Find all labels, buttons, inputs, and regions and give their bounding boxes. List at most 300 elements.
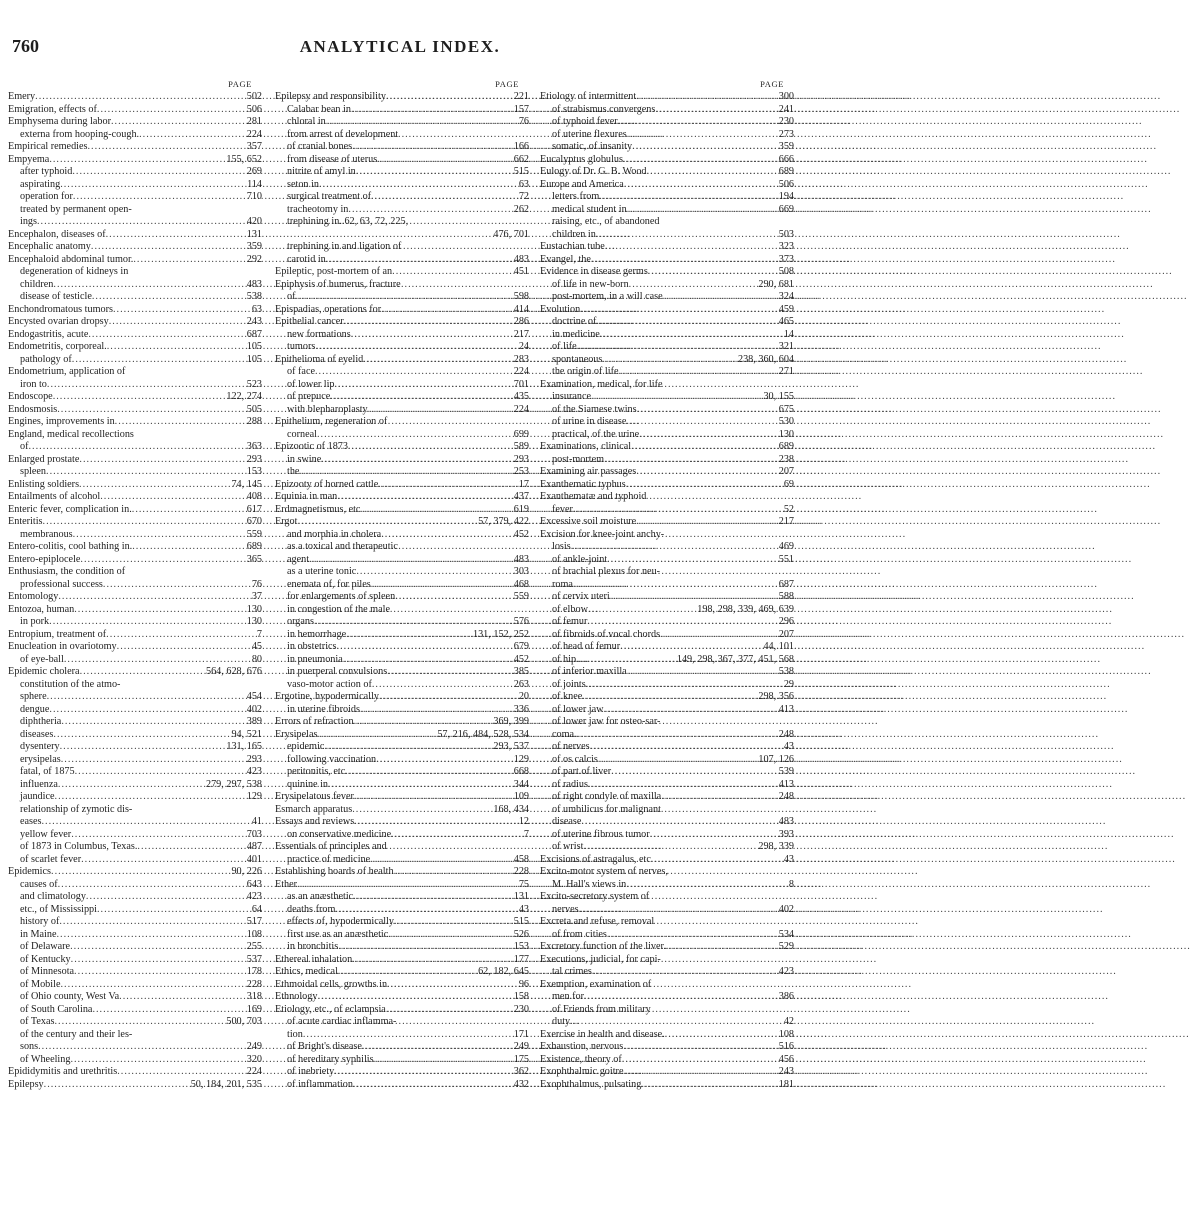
index-entry (275, 779, 529, 792)
entry-text: tracheotomy in (287, 203, 349, 215)
index-entry (275, 291, 529, 304)
entry-text: Essays and reviews (275, 816, 355, 827)
entry-text: practice of medicine (287, 853, 371, 865)
entry-text: medical student in (552, 203, 627, 215)
page-ref: 292 (246, 253, 262, 265)
entry-text: eases (20, 816, 42, 827)
entry-text: losis (552, 541, 571, 552)
leader-dots (132, 504, 245, 517)
entry-text: insurance (552, 391, 592, 402)
index-entry (275, 166, 529, 179)
page-ref: 369, 399 (493, 716, 529, 727)
leader-dots (351, 329, 512, 342)
entry-text: first use as an anæsthetic (287, 928, 389, 940)
leader-dots (133, 254, 244, 267)
index-entry (275, 316, 529, 329)
entry-text: of right condyle of maxilla (552, 791, 662, 802)
page-ref: 238, 360, 604 (737, 353, 794, 365)
entry-text: ings (20, 216, 37, 227)
index-entry (8, 241, 262, 254)
index-entry: from arrest of development (287, 128, 399, 140)
index-entry (275, 566, 529, 579)
leader-dots (622, 1054, 777, 1067)
page-ref: 465 (778, 316, 794, 327)
index-entry: Excision for knee-joint anchy- (540, 528, 665, 540)
leader-dots (73, 529, 245, 542)
entry-text: Exercise in health and disease. (540, 1028, 665, 1040)
index-entry (8, 1079, 262, 1092)
entry-text: disease of testicle (20, 291, 92, 302)
page-ref: 207 (778, 466, 794, 477)
page-ref: 534 (778, 928, 794, 940)
leader-dots (317, 991, 511, 1004)
page-ref: 80 (251, 653, 262, 665)
index-entry (540, 754, 794, 767)
page-ref: 373 (778, 253, 794, 265)
index-entry (8, 379, 262, 392)
page-ref: 362 (513, 1066, 529, 1077)
page-ref: 551 (778, 553, 794, 565)
page-ref: 689 (246, 541, 262, 552)
leader-dots (636, 91, 777, 104)
entry-text: Empirical remedies (8, 141, 88, 152)
entry-text: of Ohio county, West Va (20, 991, 120, 1002)
entry-text: of (20, 441, 29, 452)
entry-text: in bronchitis (287, 941, 339, 952)
page-ref: 129 (246, 791, 262, 802)
leader-dots (637, 404, 777, 417)
leader-dots (58, 879, 245, 892)
leader-dots (35, 91, 245, 104)
index-entry (275, 379, 529, 392)
page-ref: 281 (246, 116, 262, 127)
page-ref: 41 (251, 816, 262, 827)
index-entry: Enthusiasm, the condition of (8, 566, 126, 577)
index-entry (8, 779, 262, 792)
page-ref: 336 (513, 703, 529, 715)
entry-text: Evangel, the (540, 253, 591, 265)
leader-dots (348, 204, 511, 217)
leader-dots (392, 266, 512, 279)
entry-text: in puerperal convulsions (287, 666, 388, 677)
page-ref: 359 (778, 141, 794, 152)
entry-text: carotid in (287, 253, 326, 265)
index-entry: Exanthematæ and typhoid (540, 491, 647, 502)
index-entry (540, 241, 794, 254)
page-ref: 63 (251, 303, 262, 315)
leader-dots (600, 329, 782, 342)
leader-dots (57, 929, 245, 942)
page-ref: 76 (518, 116, 529, 127)
entry-text: of (287, 291, 296, 302)
page-ref: 452 (513, 528, 529, 540)
page-ref: 178 (246, 966, 262, 977)
entry-text: Excessive soil moisture (540, 516, 637, 527)
index-entry (275, 491, 529, 504)
index-entry (275, 654, 529, 667)
index-entry: in congestion of the male (287, 603, 390, 615)
leader-dots (315, 366, 512, 379)
index-entry: Examination, medical, for life (540, 378, 663, 390)
index-entry (8, 966, 262, 979)
page-ref: 564, 628, 676 (205, 666, 262, 677)
page-ref: 516 (778, 1041, 794, 1052)
entry-text: men for (552, 991, 584, 1002)
index-entry (275, 454, 529, 467)
index-column-1 (8, 79, 262, 1091)
entry-text: Erysipelas (275, 728, 318, 740)
entry-text: Examinations, clinical (540, 441, 632, 452)
index-entry: trephining in and ligation of (287, 241, 402, 252)
page-ref: 37 (251, 591, 262, 602)
entry-text: diseases (20, 728, 54, 740)
index-entry (275, 741, 529, 754)
leader-dots (53, 729, 229, 742)
leader-dots (53, 391, 225, 404)
leader-dots (92, 291, 245, 304)
index-entry (8, 341, 262, 354)
index-entry (540, 229, 794, 242)
leader-dots (376, 754, 512, 767)
page-ref: 198, 298, 339, 469, 639 (697, 603, 794, 615)
leader-dots (71, 829, 245, 842)
index-entry (275, 866, 529, 879)
entry-text: of from cities (552, 928, 607, 940)
index-entry (540, 829, 794, 842)
page-ref: 298, 339 (758, 841, 794, 852)
entry-text: Encephaloid abdominal tumor. (8, 253, 134, 265)
page-ref: 43 (783, 853, 794, 865)
entry-text: Enlisting soldiers (8, 478, 80, 490)
leader-dots (97, 904, 250, 917)
leader-dots (604, 454, 777, 467)
column-page-heading: PAGE (495, 79, 519, 89)
index-entry: of lower jaw for osteo-sar- (552, 716, 661, 727)
entry-text: of scarlet fever (20, 853, 82, 865)
index-entry (540, 691, 794, 704)
page-ref: 687 (778, 578, 794, 590)
index-entry (540, 666, 794, 679)
index-entry (540, 254, 794, 267)
index-entry (540, 341, 794, 354)
index-entry (275, 154, 529, 167)
index-entry (275, 1029, 529, 1042)
entry-text: Engines, improvements in (8, 416, 115, 427)
index-entry (275, 441, 529, 454)
entry-text: peritonitis, etc (287, 766, 346, 777)
index-entry (275, 1041, 529, 1054)
page-title: ANALYTICAL INDEX. (299, 37, 501, 56)
page-ref: 675 (778, 403, 794, 415)
entry-text: of elbow (552, 603, 588, 615)
leader-dots (623, 1041, 777, 1054)
page-ref: 469 (778, 541, 794, 552)
index-entry (8, 116, 262, 129)
entry-text: of Wheeling (20, 1053, 71, 1065)
page-ref: 538 (246, 291, 262, 302)
leader-dots (106, 629, 255, 642)
index-entry (275, 891, 529, 904)
index-entry (8, 704, 262, 717)
leader-dots (641, 1079, 776, 1092)
index-entry (540, 579, 794, 592)
page-ref: 286 (513, 316, 529, 327)
page-ref: 458 (513, 853, 529, 865)
page-ref: 451 (513, 266, 529, 277)
leader-dots (297, 879, 517, 892)
entry-text: duty (552, 1016, 571, 1027)
index-entry (8, 454, 262, 467)
page-ref: 530 (778, 416, 794, 427)
page-ref: 300 (778, 91, 794, 102)
entry-text: in hemorrhage (287, 628, 347, 640)
entry-text: of life in new-born (552, 278, 629, 290)
entry-text: the (287, 466, 300, 477)
page-ref: 262 (513, 203, 529, 215)
page-ref: 288 (246, 416, 262, 427)
leader-dots (381, 304, 512, 317)
index-entry (540, 1079, 794, 1092)
page-ref: 363 (246, 441, 262, 452)
index-entry (275, 979, 529, 992)
leader-dots (629, 279, 757, 292)
page-ref: 502 (246, 91, 262, 102)
index-entry (275, 429, 529, 442)
leader-dots (596, 316, 776, 329)
page-ref: 153 (246, 466, 262, 477)
page-ref: 238 (778, 453, 794, 465)
leader-dots (354, 716, 492, 729)
page-ref: 114 (247, 178, 262, 190)
page-ref: 538 (778, 666, 794, 677)
page-ref: 43 (783, 741, 794, 752)
index-entry (540, 1066, 794, 1079)
index-entry (540, 404, 794, 417)
page-ref: 670 (246, 516, 262, 527)
page-ref: 559 (513, 591, 529, 602)
leader-dots (370, 854, 512, 867)
index-entry (8, 604, 262, 617)
page-ref: 44, 101 (763, 641, 794, 652)
entry-text: chloral in (287, 116, 326, 127)
page-ref: 8 (788, 878, 794, 890)
page-ref: 230 (778, 116, 794, 127)
leader-dots (80, 554, 244, 567)
leader-dots (573, 504, 782, 517)
page-ref: 662 (513, 153, 529, 165)
page-ref: 273 (778, 128, 794, 140)
page-ref: 437 (513, 491, 529, 502)
entry-text: children (20, 278, 54, 290)
entry-text: Endogastritis, acute (8, 328, 89, 340)
entry-text: Ergot (275, 516, 298, 527)
page-ref: 181 (778, 1078, 794, 1090)
index-entry (540, 966, 794, 979)
entry-text: of Texas (20, 1016, 55, 1027)
entry-text: Excisions of astragalus, etc (540, 853, 651, 865)
page-ref: 57, 216, 484, 528, 534 (437, 728, 529, 740)
entry-text: Esmarch apparatus (275, 803, 353, 815)
index-entry (540, 941, 794, 954)
entry-text: with blepharoplasty (287, 403, 368, 415)
entry-text: Eucalyptus globulus (540, 153, 623, 165)
index-entry (540, 416, 794, 429)
index-entry (8, 616, 262, 629)
entry-text: in pork (20, 616, 50, 627)
index-entry: Epiphysis of humerus, fracture (275, 278, 401, 290)
entry-text: sons (20, 1041, 39, 1052)
leader-dots (377, 154, 511, 167)
page-ref: 318 (246, 991, 262, 1002)
entry-text: Etiology of intermittent (540, 91, 637, 102)
entry-text: Entailments of alcohol (8, 491, 101, 502)
page-ref: 666 (778, 153, 794, 165)
index-entry (275, 404, 529, 417)
entry-text: Epidemic cholera (8, 666, 80, 677)
page-ref: 169 (246, 1003, 262, 1015)
leader-dots (54, 1016, 224, 1029)
leader-dots (117, 641, 250, 654)
page-ref: 230 (513, 1003, 529, 1015)
index-entry (8, 529, 262, 542)
index-entry (8, 354, 262, 367)
page-ref: 52 (783, 503, 794, 515)
entry-text: deaths from (287, 903, 336, 915)
index-entry (275, 591, 529, 604)
index-entry (8, 491, 262, 504)
page-ref: 423 (778, 966, 794, 977)
leader-dots (55, 791, 245, 804)
index-entry (8, 291, 262, 304)
page-ref: 157 (513, 103, 529, 115)
page-header (0, 36, 800, 60)
index-entry (275, 554, 529, 567)
entry-text: of Mobile (20, 978, 61, 990)
index-entry (540, 1029, 794, 1042)
index-entry (540, 791, 794, 804)
leader-dots (352, 141, 512, 154)
page-ref: 503 (778, 228, 794, 240)
leader-dots (574, 729, 777, 742)
index-entry (540, 279, 794, 292)
index-entry (540, 479, 794, 492)
entry-text: agent (287, 553, 310, 565)
page-ref: 420 (246, 216, 262, 227)
index-entry (275, 204, 529, 217)
entry-text: of cranial bones (287, 141, 353, 152)
entry-text: Exanthematic typhus (540, 478, 626, 490)
column-page-heading: PAGE (760, 79, 784, 89)
entry-text: of face (287, 366, 315, 377)
page-ref: 175 (513, 1053, 529, 1065)
leader-dots (618, 116, 777, 129)
leader-dots (100, 491, 244, 504)
leader-dots (92, 1004, 244, 1017)
entry-text: of os calcis (552, 753, 598, 765)
entry-text: Epilepsy (8, 1078, 44, 1090)
index-entry (540, 541, 794, 554)
leader-dots (607, 554, 777, 567)
page-ref: 515 (513, 166, 529, 177)
page-ref: 526 (513, 928, 529, 940)
leader-dots (395, 591, 512, 604)
index-entry: trephining in..62, 63, 72, 225, (287, 216, 409, 227)
entry-text: dysentery (20, 741, 60, 752)
leader-dots (64, 654, 250, 667)
index-entry (8, 891, 262, 904)
page-ref: 241 (778, 103, 794, 115)
leader-dots (636, 516, 777, 529)
entry-text: of hip (552, 653, 577, 665)
index-entry: 476, 701 (493, 228, 529, 240)
entry-text: of prepuce (287, 391, 331, 402)
leader-dots (47, 379, 245, 392)
index-entry (8, 554, 262, 567)
leader-dots (627, 204, 777, 217)
index-entry (540, 429, 794, 442)
page-ref: 517 (246, 916, 262, 927)
leader-dots (335, 904, 516, 917)
entry-text: Epispadias, operations for (275, 303, 382, 315)
leader-dots (58, 779, 204, 792)
entry-text: corneal (287, 428, 317, 440)
page-ref: 414 (513, 303, 529, 315)
index-entry (540, 854, 794, 867)
page-ref: 224 (246, 128, 262, 140)
index-entry (275, 579, 529, 592)
page-ref: 64 (251, 903, 262, 915)
page-ref: 108 (778, 1028, 794, 1040)
entry-text: Eustachian tube (540, 241, 605, 252)
entry-text: of eye-ball (20, 653, 64, 665)
index-entry (8, 104, 262, 117)
leader-dots (352, 804, 491, 817)
index-entry (8, 729, 262, 742)
entry-text: Epizootic of 1873 (275, 441, 348, 452)
page-ref: 619 (513, 503, 529, 515)
leader-dots (378, 479, 517, 492)
column-page-heading: PAGE (228, 79, 252, 89)
index-entry (275, 666, 529, 679)
index-entry (540, 154, 794, 167)
leader-dots (651, 854, 782, 867)
page-ref: 303 (513, 566, 529, 577)
leader-dots (381, 529, 512, 542)
page-ref: 75 (518, 878, 529, 890)
leader-dots (374, 1054, 512, 1067)
leader-dots (61, 716, 244, 729)
index-entry (275, 616, 529, 629)
leader-dots (587, 616, 776, 629)
index-entry (8, 179, 262, 192)
index-entry (540, 1054, 794, 1067)
page-ref: 263 (513, 678, 529, 690)
index-entry (8, 1041, 262, 1054)
page-ref: 506 (246, 103, 262, 115)
leader-dots (79, 479, 229, 492)
leader-dots (88, 329, 244, 342)
page-ref: 158 (513, 991, 529, 1002)
index-entry (540, 166, 794, 179)
index-entry (540, 129, 794, 142)
entry-text: tumors (287, 341, 316, 352)
leader-dots (391, 829, 522, 842)
index-entry (540, 329, 794, 342)
page-ref: 290, 681 (758, 278, 794, 290)
page-ref: 7 (256, 628, 262, 640)
page-ref: 298, 356 (758, 691, 794, 702)
index-entry: of brachial plexus for neu- (552, 566, 661, 577)
